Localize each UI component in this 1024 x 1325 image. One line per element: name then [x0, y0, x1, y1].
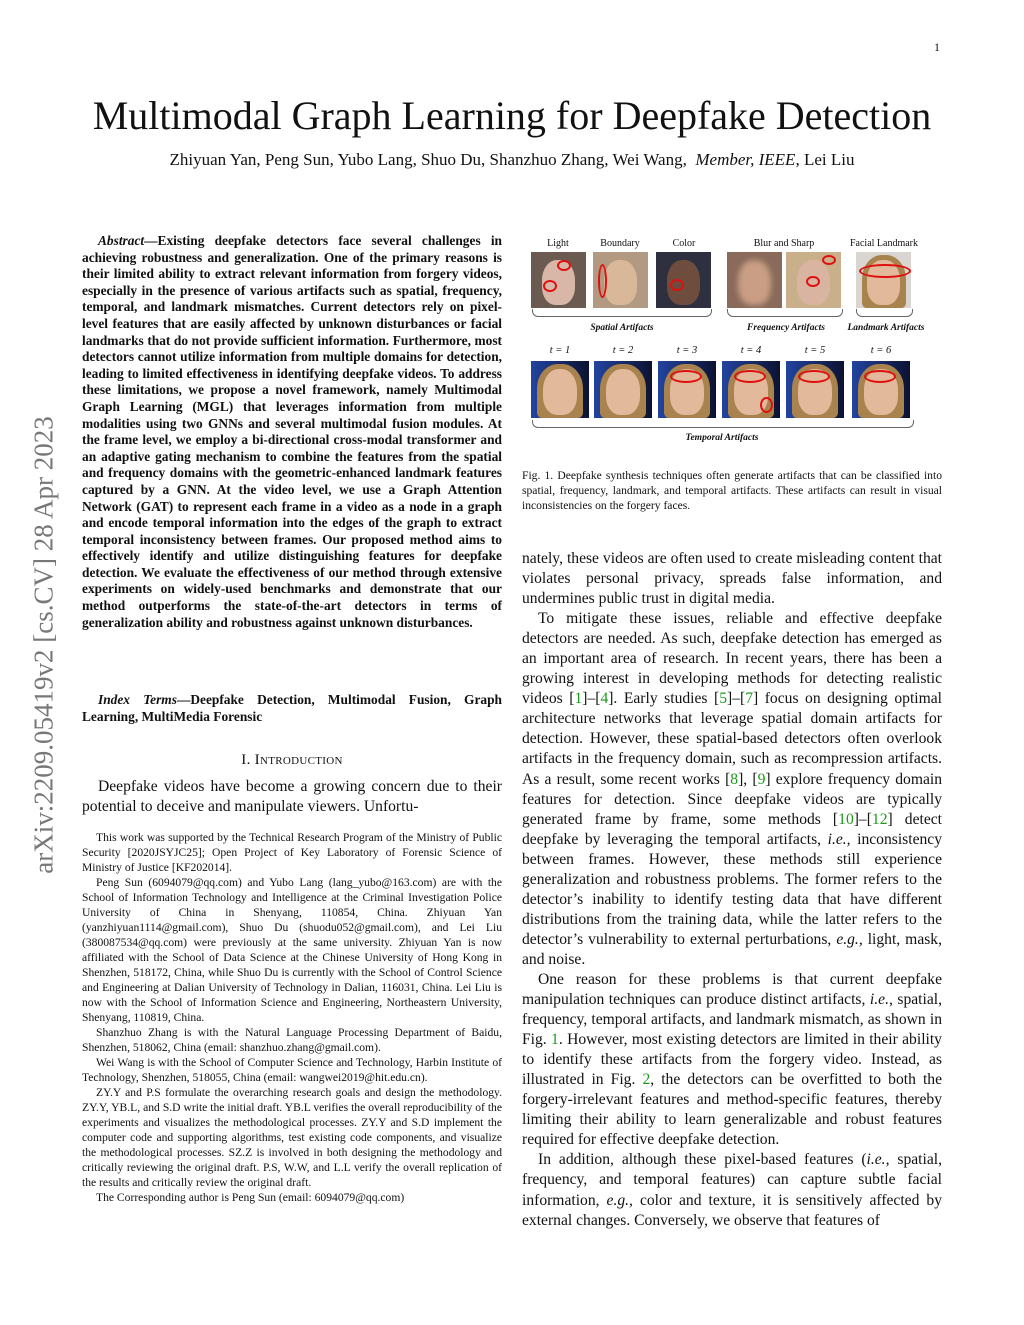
brace-frequency: [727, 309, 843, 317]
time-label: t = 6: [870, 345, 892, 356]
brace-temporal: [532, 420, 914, 428]
time-label: t = 4: [740, 345, 762, 356]
face-image-blur: [727, 252, 782, 308]
brace-spatial: [532, 309, 712, 317]
text-segment: ] focus on designing optimal architecture networks that leverage spatial domain artifacts for detection. However, these spatial-based detectors often overlook artifacts in the frequency domain, such as recompression artifacts. As a result, some recent works [: [522, 690, 942, 788]
footnote: ZY.Y and P.S formulate the overarching research goals and design the methodology. ZY.Y, YB.L, and S.D write the initial draft. YB.L verifies the overall reproducibility of the experiments and visualizes the methodological processes. ZY.Y and S.D implement the computer code and supporting algorithms, test existing code components, and visualize the methodological processes. SZ.Z is involved in both designing the methodology and critically reviewing the original draft. P.S, W.W, and L.L verify the overall replication of the results and critically review the original draft.: [82, 1086, 502, 1189]
text-segment: e.g.,: [836, 930, 863, 948]
label-spatial-artifacts: Spatial Artifacts: [590, 323, 654, 333]
author-list: [0, 150, 1024, 170]
text-segment: light, mask, and noise.: [522, 930, 943, 968]
page-number: 1: [934, 40, 940, 54]
citation-link[interactable]: 1: [574, 690, 583, 708]
temporal-frame-image: [658, 361, 716, 418]
author-names: Zhiyuan Yan, Peng Sun, Yubo Lang, Shuo Du, Shanzhuo Zhang, Wei Wang,: [169, 150, 687, 169]
label-facial-landmark: Facial Landmark: [849, 238, 919, 249]
label-color: Color: [672, 238, 696, 249]
index-terms: [82, 692, 502, 725]
face-image-landmark: [856, 252, 911, 308]
footnotes: [82, 830, 502, 1205]
footnote: The Corresponding author is Peng Sun (email: 6094079@qq.com): [96, 1191, 405, 1204]
time-label: t = 2: [612, 345, 634, 356]
text-segment: , the detectors can be overfitted to both the forgery-irrelevant features and method-specific features, thereby limiting their ability to learn generalizable and robust features required for effective deepfake detection.: [522, 1071, 942, 1149]
text-segment: ]–[: [853, 810, 872, 828]
footnote: Shanzhuo Zhang is with the Natural Language Processing Department of Baidu, Shenzhen, 518062, China (email: shanzhuo.zhang@gmail.com).: [82, 1026, 502, 1054]
label-temporal-artifacts: Temporal Artifacts: [685, 433, 759, 443]
text-segment: ]–[: [582, 690, 601, 708]
citation-link[interactable]: 1: [551, 1031, 559, 1049]
intro-paragraph: Deepfake videos have become a growing concern due to their potential to deceive and manipulate viewers. Unfortu-: [82, 778, 502, 815]
text-segment: ] detect deepfake by leveraging the temporal artifacts,: [522, 810, 942, 848]
citation-link[interactable]: 12: [871, 810, 888, 828]
body-paragraph: [522, 1150, 942, 1230]
text-segment: In addition, although these pixel-based features (: [538, 1151, 867, 1169]
label-blur-sharp: Blur and Sharp: [753, 238, 815, 249]
body-paragraph: [522, 549, 942, 609]
body-paragraph: [522, 970, 942, 1150]
temporal-frame-image: [531, 361, 589, 418]
right-column-text: [522, 549, 942, 1231]
citation-link[interactable]: 10: [838, 810, 854, 828]
text-segment: i.e.,: [869, 991, 893, 1009]
text-segment: color and texture, it is sensitively affected by external changes. Conversely, we observe that features of: [522, 1191, 942, 1229]
citation-link[interactable]: 4: [600, 690, 609, 708]
abstract-text: —Existing deepfake detectors face several challenges in achieving robustness and generalization. One of the primary reasons is their limited ability to extract relevant information from forgery videos, especially in the presence of various artifacts such as spatial, frequency, temporal, and landmark mismatches. Current detectors rely on pixel-level features that are easily affected by unknown disturbances or facial landmarks that do not provide sufficient information. Furthermore, most detectors cannot utilize information from multiple domains for detection, leading to limited effectiveness in identifying deepfake videos. To address these limitations, we propose a novel framework, namely Multimodal Graph Learning (MGL) that leverages information from multiple modalities using two GNNs and several multimodal fusion modules. At the frame level, we employ a bi-directional cross-modal transformer and an adaptive gating mechanism to combine the features from the spatial and frequency domains with the geometric-enhanced landmark features captured by a GNN. At the video level, we use a Graph Attention Network (GAT) to represent each frame in a video as a node in a graph and encode temporal information into the edges of the graph to extract temporal inconsistency between frames. Our proposed method aims to effectively identify and utilize distinguishing features for deepfake detection. We evaluate the effectiveness of our method through extensive experiments on widely-used benchmarks and demonstrate that our method outperforms the state-of-the-art detectors in terms of generalization ability and robustness against unknown disturbances.: [82, 233, 502, 630]
brace-landmark: [856, 309, 913, 317]
abstract-label: Abstract: [98, 233, 145, 248]
index-terms-label: Index Terms: [98, 692, 177, 707]
abstract: [82, 233, 502, 631]
arxiv-identifier: arXiv:2209.05419v2 [cs.CV] 28 Apr 2023: [28, 416, 59, 874]
label-boundary: Boundary: [600, 238, 640, 249]
footnote: Peng Sun (6094079@qq.com) and Yubo Lang (lang_yubo@163.com) are with the School of Information Technology and Intelligence at the Criminal Investigation Police University of China in Shenyang, 110854, China. Zhiyuan Yan (yanzhiyuan1114@gmail.com), Shuo Du (shuodu052@gmail.com), and Lei Liu (380087534@qq.com) were previously at the same university. Zhiyuan Yan is now affiliated with the School of Data Science at the Chinese University of Hong Kong in Shenzhen, 518172, China, while Shuo Du is currently with the School of Control Science and Engineering at Dalian University of Technology in Dalian, 116031, China. Lei Liu is now with the School of Information Science and Engineering, Northeastern University, Shenyang, 110819, China.: [82, 876, 502, 1024]
time-label: t = 5: [804, 345, 826, 356]
text-segment: ], [: [738, 770, 758, 788]
time-label: t = 3: [676, 345, 698, 356]
footnote: This work was supported by the Technical Research Program of the Ministry of Public Security [2020JSYJC25]; Open Project of Key Laboratory of Forensic Science of Ministry of Justice [KF202014].: [82, 831, 502, 874]
text-segment: . However, most existing detectors are limited in their ability to identify these artifacts from the forgery video. Instead, as illustrated in Fig.: [522, 1031, 942, 1089]
face-image-boundary: [593, 252, 648, 308]
section-heading: I. Introduction: [241, 752, 343, 768]
text-segment: spatial, frequency, and temporal features) can capture subtle facial information,: [522, 1151, 942, 1209]
citation-link[interactable]: 2: [642, 1071, 651, 1089]
text-segment: e.g.,: [606, 1191, 633, 1209]
label-light: Light: [547, 238, 569, 249]
citation-link[interactable]: 8: [730, 770, 739, 788]
temporal-frame-image: [722, 361, 780, 418]
face-image-color: [656, 252, 711, 308]
author-last: , Lei Liu: [795, 150, 855, 169]
author-membership: Member, IEEE: [695, 150, 796, 169]
face-image-sharp: [786, 252, 841, 308]
footnote: Wei Wang is with the School of Computer Science and Technology, Harbin Institute of Technology, Shenzhen, 518055, China (email: wangwei2019@hit.edu.cn).: [82, 1056, 502, 1084]
text-segment: nately, these videos are often used to create misleading content that violates personal privacy, spreads false information, and undermines public trust in digital media.: [522, 550, 942, 608]
paper-title: Multimodal Graph Learning for Deepfake Detection: [92, 93, 932, 138]
body-paragraph: [522, 609, 942, 970]
text-segment: One reason for these problems is that current deepfake manipulation techniques can produce distinct artifacts,: [522, 970, 942, 1009]
text-segment: To mitigate these issues, reliable and effective deepfake detectors are needed. As such, deepfake detection has emerged as an important area of research. In recent years, there has been a growing interest in developing methods for detecting realistic videos [: [522, 610, 942, 708]
temporal-frame-image: [594, 361, 652, 418]
citation-link[interactable]: 7: [745, 690, 753, 708]
text-segment: ]. Early studies [: [608, 690, 720, 708]
temporal-frame-image: [852, 361, 910, 418]
text-segment: spatial, frequency, temporal artifacts, and landmark mismatch, as shown in Fig.: [522, 991, 942, 1049]
label-landmark-artifacts: Landmark Artifacts: [847, 323, 925, 333]
label-frequency-artifacts: Frequency Artifacts: [746, 323, 826, 333]
text-segment: ]–[: [727, 690, 746, 708]
citation-link[interactable]: 5: [719, 690, 728, 708]
time-label: t = 1: [549, 345, 571, 356]
face-image-light: [531, 252, 586, 308]
text-segment: ] explore frequency domain features for detection. Since deepfake videos are typically generated frame by frame, some methods [: [522, 770, 943, 828]
temporal-frame-image: [786, 361, 844, 418]
citation-link[interactable]: 9: [757, 770, 766, 788]
text-segment: i.e.,: [866, 1151, 890, 1169]
text-segment: inconsistency between frames. However, these methods still experience generalization and robustness problems. The former refers to the detector’s inability to identify testing data that have different distributions from the training data, while the latter refers to the detector’s vulnerability to external perturbations,: [522, 830, 943, 948]
text-segment: i.e.,: [827, 830, 851, 848]
figure-caption: Fig. 1. Deepfake synthesis techniques often generate artifacts that can be classified into spatial, frequency, landmark, and temporal artifacts. These artifacts can result in visual inconsistencies on the forgery faces.: [522, 469, 942, 512]
index-terms-text: —Deepfake Detection, Multimodal Fusion, Graph Learning, MultiMedia Forensic: [82, 692, 503, 724]
